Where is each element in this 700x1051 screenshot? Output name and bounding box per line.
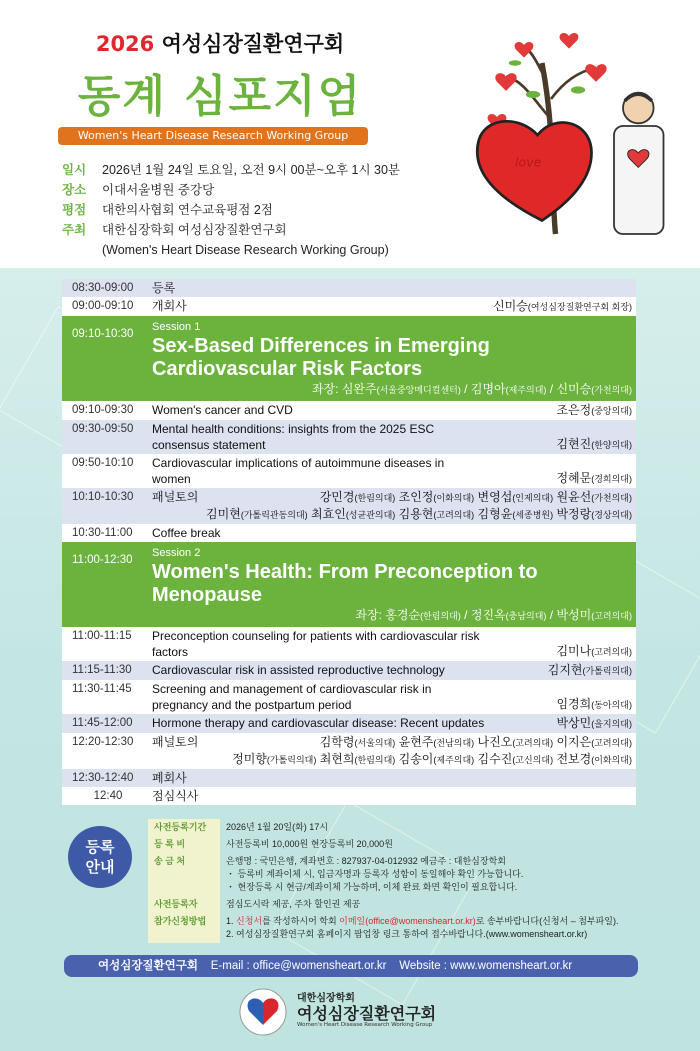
speaker-affiliation: (한림의대)	[354, 755, 396, 765]
registration-info	[148, 819, 624, 943]
session-label: Session 2	[152, 547, 201, 559]
registration-label: 참가신청방법	[148, 913, 220, 943]
registration-label: 송 금 처	[148, 853, 220, 896]
speaker-affiliation: (가천의대)	[591, 493, 632, 503]
info-value: 대한의사협회 연수교육평점 2점	[102, 203, 273, 217]
application-method-2: 2. 여성심장질환연구회 홈페이지 팝업창 링크 통하여 접수바랍니다.(www.womensheart.or.kr)	[226, 929, 588, 939]
info-key: 일시	[62, 163, 87, 177]
speaker-affiliation: (이화의대)	[591, 755, 632, 765]
speaker-affiliation: (전남의대)	[433, 738, 475, 748]
schedule-row	[62, 279, 636, 297]
speaker-affiliation: (가톨릭의대)	[266, 755, 317, 765]
speaker-name: 조은정	[556, 403, 592, 417]
speaker-affiliation: (고려의대)	[591, 647, 632, 657]
speaker-name: 김용현	[398, 507, 434, 521]
speaker-affiliation: (이화의대)	[433, 493, 475, 503]
speaker-name: 박상민	[556, 716, 592, 730]
info-row	[62, 240, 462, 260]
speaker-name: 나진오	[477, 735, 513, 749]
speaker-affiliation: (제주의대)	[433, 755, 475, 765]
session-time: 11:00-12:30	[72, 554, 133, 566]
registration-row	[148, 913, 624, 943]
speaker-affiliation: (한림의대)	[420, 611, 461, 621]
registration-label: 사전등록자	[148, 896, 220, 913]
talk-title: Cardiovascular implications of autoimmune diseases in women	[152, 456, 445, 486]
speaker-affiliation: (가천의대)	[591, 385, 632, 395]
speaker-name: 정미향	[232, 752, 267, 766]
speaker-name: 박성미	[556, 608, 592, 622]
registration-row	[148, 836, 624, 853]
speaker-name: 원윤선	[556, 490, 592, 504]
session-time: 09:10-10:30	[72, 328, 134, 340]
speaker-affiliation: (서울중앙메디컬센터)	[376, 385, 461, 395]
speaker-affiliation: (한림의대)	[354, 493, 396, 503]
schedule-row	[62, 524, 636, 542]
speaker-name: 신미승	[493, 299, 528, 313]
subtitle-banner: Women's Heart Disease Research Working Group	[58, 127, 368, 145]
speaker-name: 박정랑	[556, 507, 592, 521]
registration-badge: 등록 안내	[68, 826, 132, 888]
talk-title: Cardiovascular risk in assisted reproductive technology	[152, 663, 445, 677]
speaker-affiliation: (경희의대)	[591, 474, 632, 484]
speaker-name: 심완주	[341, 382, 377, 396]
session-label: Session 1	[152, 321, 201, 333]
speaker-affiliation: (여성심장질환연구회 회장)	[527, 302, 632, 312]
program-schedule-table	[62, 279, 636, 805]
info-value: 이대서울병원 중강당	[102, 183, 215, 197]
schedule-row	[62, 454, 636, 488]
footer-website[interactable]: Website : www.womensheart.or.kr	[399, 960, 573, 972]
footer-contact-bar	[64, 955, 638, 977]
speaker-name: 전보경	[556, 752, 592, 766]
big-heart	[477, 121, 591, 220]
speaker-name: 김미나	[556, 644, 592, 658]
info-key: 평점	[62, 203, 87, 217]
info-key: 장소	[62, 183, 87, 197]
logo-group: 여성심장질환연구회	[297, 1004, 437, 1023]
email-link[interactable]: 이메일(office@womensheart.or.kr)	[339, 916, 476, 926]
time: 09:30-09:50	[72, 423, 134, 435]
info-value: (Women's Heart Disease Research Working Group)	[102, 243, 389, 257]
speaker-name: 김형윤	[477, 507, 513, 521]
speaker-name: 김수진	[477, 752, 513, 766]
time: 10:10-10:30	[72, 491, 134, 503]
info-row	[62, 220, 462, 240]
talk-title: 개회사	[152, 299, 187, 313]
session-title: Women's Health: From Preconception to Menopause	[152, 561, 538, 606]
schedule-row	[62, 714, 636, 733]
speaker-name: 김현진	[556, 437, 592, 451]
session-row	[62, 316, 636, 401]
speaker-name: 정진옥	[470, 608, 506, 622]
schedule-row	[62, 680, 636, 714]
speaker-affiliation: (한양의대)	[591, 440, 632, 450]
speaker-name: 정혜문	[556, 471, 592, 485]
schedule-row	[62, 627, 636, 661]
registration-value: 은행명 : 국민은행, 계좌번호 : 827937-04-012932 예금주 : 대한심장학회	[226, 856, 506, 866]
speaker-name: 조인정	[398, 490, 434, 504]
speaker-affiliation: (고려의대)	[591, 738, 632, 748]
footer-org: 여성심장질환연구회	[98, 960, 198, 972]
speaker-affiliation: (성균관의대)	[345, 510, 396, 520]
panel-row	[62, 733, 636, 769]
speaker-affiliation: (동아의대)	[591, 700, 632, 710]
panel-title: 패널토의	[152, 490, 199, 504]
session-chairs: 좌장: 홍경순(한림의대) / 정진옥(충남의대) / 박성미(고려의대)	[355, 608, 632, 622]
speaker-name: 김송이	[398, 752, 434, 766]
info-row	[62, 160, 462, 180]
speaker-affiliation: (경상의대)	[591, 510, 632, 520]
footer-email[interactable]: E-mail : office@womensheart.or.kr	[210, 960, 387, 972]
info-value: 대한심장학회 여성심장질환연구회	[102, 223, 287, 237]
speaker-name: 임경희	[556, 697, 592, 711]
heart-text: love	[515, 154, 542, 170]
time: 08:30-09:00	[72, 282, 134, 294]
registration-value: ・ 등록비 계좌이체 시, 입금자명과 등록자 성함이 동일해야 확인 가능합니다.	[226, 869, 524, 879]
registration-value: 점심도시락 제공, 주차 할인권 제공	[226, 899, 361, 909]
session-chairs: 좌장: 심완주(서울중앙메디컬센터) / 김명아(제주의대) / 신미승(가천의대)	[311, 382, 632, 396]
speaker-affiliation: (을지의대)	[591, 719, 632, 729]
schedule-row	[62, 787, 636, 805]
speaker-name: 김명아	[470, 382, 506, 396]
heart-seal-icon	[237, 987, 289, 1037]
time: 11:00-11:15	[72, 630, 132, 642]
logo-society: 대한심장학회	[297, 993, 355, 1004]
time: 09:10-09:30	[72, 404, 134, 416]
time: 11:30-11:45	[72, 683, 132, 695]
talk-title: Screening and management of cardiovascular risk in pregnancy and the postpartum period	[152, 682, 432, 712]
schedule-row	[62, 401, 636, 420]
schedule-row	[62, 769, 636, 787]
info-row	[62, 200, 462, 220]
schedule-row	[62, 661, 636, 680]
schedule-row	[62, 420, 636, 454]
registration-label: 등 록 비	[148, 836, 220, 853]
speaker-affiliation: (고려의대)	[591, 611, 632, 621]
speaker-affiliation: (고려의대)	[512, 738, 554, 748]
speaker-affiliation: (중앙의대)	[591, 406, 632, 416]
logo-english: Women's Heart Disease Research Working Group	[297, 1022, 433, 1028]
speaker-name: 신미승	[556, 382, 592, 396]
session-row	[62, 542, 636, 627]
speaker-name: 김학령	[319, 735, 355, 749]
speaker-name: 최효인	[311, 507, 346, 521]
speaker-affiliation: (고신의대)	[512, 755, 554, 765]
registration-value: ・ 현장등록 시 현금/계좌이체 가능하며, 이체 완료 화면 확인이 필요합니다.	[226, 882, 518, 892]
content-background	[0, 268, 700, 1051]
talk-title: 점심식사	[152, 789, 199, 803]
session-title: Sex-Based Differences in Emerging Cardiovascular Risk Factors	[152, 335, 490, 380]
registration-row	[148, 819, 624, 836]
info-key: 주최	[62, 223, 87, 237]
info-key	[62, 240, 102, 260]
speaker-name: 윤현주	[398, 735, 434, 749]
talk-title: Coffee break	[152, 526, 221, 540]
time: 09:00-09:10	[72, 300, 134, 312]
talk-title: Hormone therapy and cardiovascular disease: Recent updates	[152, 716, 485, 730]
application-method-1: 1. 신청서를 작성하시어 학회 이메일(office@womensheart.or.kr)로 송부바랍니다(신청서 – 첨부파일).	[226, 916, 619, 926]
speaker-name: 변영섭	[477, 490, 513, 504]
registration-label: 사전등록기간	[148, 819, 220, 836]
info-row	[62, 180, 462, 200]
speaker-affiliation: (고려의대)	[433, 510, 475, 520]
header-area	[0, 0, 700, 268]
registration-value: 사전등록비 10,000원 현장등록비 20,000원	[226, 839, 393, 849]
talk-title: Preconception counseling for patients with cardiovascular risk factors	[152, 629, 480, 659]
speaker-affiliation: (가톨릭의대)	[582, 666, 632, 676]
speaker-affiliation: (충남의대)	[505, 611, 547, 621]
speaker-affiliation: (세종병원)	[512, 510, 554, 520]
speaker-name: 홍경순	[385, 608, 421, 622]
speaker-affiliation: (가톨릭관동의대)	[240, 510, 308, 520]
info-value: 2026년 1월 24일 토요일, 오전 9시 00분~오후 1시 30분	[102, 163, 400, 177]
time: 12:30-12:40	[72, 772, 134, 784]
speaker-name: 최현희	[319, 752, 355, 766]
speaker-name: 김미현	[206, 507, 241, 521]
registration-row	[148, 853, 624, 896]
registration-row	[148, 896, 624, 913]
talk-title: 폐회사	[152, 771, 187, 785]
speaker-name: 강민경	[319, 490, 355, 504]
speaker-name: 김지현	[547, 663, 583, 677]
speaker-affiliation: (제주의대)	[505, 385, 547, 395]
talk-title: 등록	[152, 281, 176, 295]
talk-title: Women's cancer and CVD	[152, 403, 293, 417]
page-title: 동계 심포지엄	[77, 71, 363, 122]
time: 12:40	[93, 790, 123, 802]
speaker-affiliation: (서울의대)	[354, 738, 396, 748]
registration-value: 2026년 1월 20일(화) 17시	[226, 822, 329, 832]
panel-title: 패널토의	[152, 735, 199, 749]
schedule-row	[62, 297, 636, 316]
time: 11:45-12:00	[72, 717, 133, 729]
talk-title: Mental health conditions: insights from the 2025 ESC consensus statement	[152, 422, 435, 452]
speaker-affiliation: (인제의대)	[512, 493, 554, 503]
registration-section	[68, 819, 638, 943]
time: 10:30-11:00	[72, 527, 133, 539]
heart-tree-doctor-illustration	[470, 20, 695, 250]
speaker-name: 이지은	[556, 735, 592, 749]
org-heading: 2026 여성심장질환연구회	[95, 32, 345, 56]
panel-row	[62, 488, 636, 524]
event-info	[62, 160, 462, 260]
time: 09:50-10:10	[72, 457, 134, 469]
time: 11:15-11:30	[72, 664, 132, 676]
organization-logo	[237, 987, 467, 1037]
time: 12:20-12:30	[72, 736, 134, 748]
